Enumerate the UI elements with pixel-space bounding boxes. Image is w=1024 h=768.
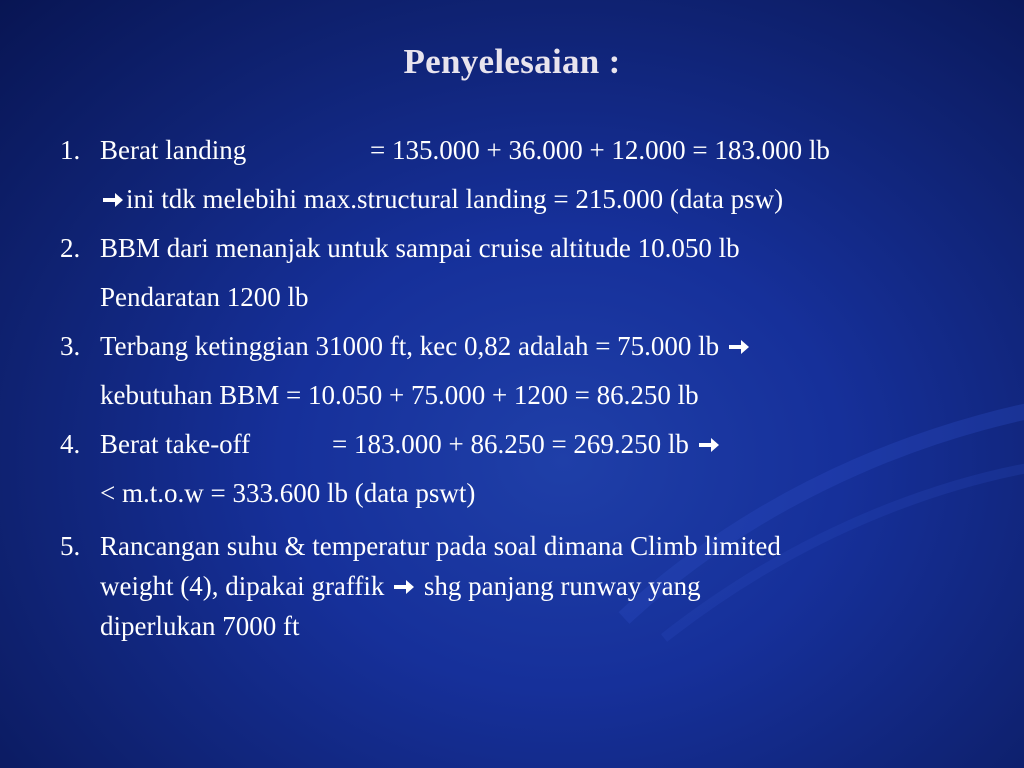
item-text-line: Rancangan suhu & temperatur pada soal dimana Climb limited	[100, 531, 781, 561]
list-item-2	[60, 232, 960, 265]
subitem-text: kebutuhan BBM = 10.050 + 75.000 + 1200 = 86.250 lb	[100, 380, 699, 410]
item-number: 5.	[60, 531, 81, 561]
item-text: Terbang ketinggian 31000 ft, kec 0,82 adalah = 75.000 lb	[100, 331, 720, 361]
item-text-line: diperlukan 7000 ft	[100, 611, 300, 641]
item-number: 2.	[60, 233, 81, 263]
item-text-part: shg panjang runway yang	[423, 571, 701, 601]
right-arrow-icon	[698, 436, 720, 454]
item-number: 3.	[60, 331, 81, 361]
list-subitem	[60, 379, 960, 412]
item-text: BBM dari menanjak untuk sampai cruise altitude 10.050 lb	[100, 233, 740, 263]
subitem-text: ini tdk melebihi max.structural landing = 215.000 (data psw)	[126, 184, 784, 214]
list-subitem	[60, 477, 960, 510]
item-label: Berat take-off	[100, 429, 251, 459]
item-number: 1.	[60, 135, 81, 165]
right-arrow-icon	[393, 578, 415, 596]
right-arrow-icon	[728, 338, 750, 356]
slide-title: Penyelesaian :	[403, 42, 621, 81]
list-item-5	[60, 526, 960, 646]
solution-list	[60, 134, 960, 646]
item-text-line	[100, 566, 960, 606]
list-item-4	[60, 428, 960, 461]
item-number: 4.	[60, 429, 81, 459]
item-text-part: weight (4), dipakai graffik	[100, 571, 385, 601]
subitem-text: < m.t.o.w = 333.600 lb (data pswt)	[100, 478, 476, 508]
list-subitem	[60, 183, 960, 216]
item-equation: = 135.000 + 36.000 + 12.000 = 183.000 lb	[370, 135, 830, 165]
list-subitem	[60, 281, 960, 314]
subitem-text: Pendaratan 1200 lb	[100, 282, 309, 312]
right-arrow-icon	[102, 191, 124, 209]
list-item-1	[60, 134, 960, 167]
item-label: Berat landing	[100, 135, 247, 165]
item-equation: = 183.000 + 86.250 = 269.250 lb	[332, 429, 689, 459]
list-item-3	[60, 330, 960, 363]
